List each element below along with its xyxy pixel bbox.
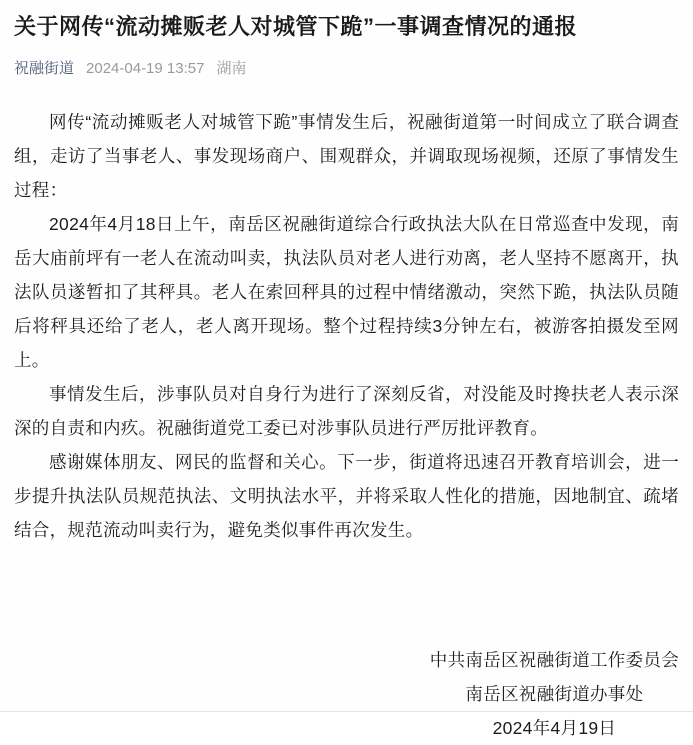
signature-office: 南岳区祝融街道办事处 [465,684,644,704]
paragraph-measures: 感谢媒体朋友、网民的监督和关心。下一步，街道将迅速召开教育培训会，进一步提升执法队员规范执法、文明执法水平，并将采取人性化的措施，因地制宜、疏堵结合，规范流动叫卖行为，避免类似事件再次发生。 [14,452,679,540]
paragraph-intro: 网传“流动摊贩老人对城管下跪”事情发生后，祝融街道第一时间成立了联合调查组，走访了当事老人、事发现场商户、围观群众，并调取现场视频，还原了事情发生过程： [14,112,679,200]
signature-block [430,643,679,745]
signature-committee: 中共南岳区祝融街道工作委员会 [429,650,679,670]
article-body [14,105,679,547]
paragraph-apology: 事情发生后，涉事队员对自身行为进行了深刻反省，对没能及时搀扶老人表示深深的自责和内疚。祝融街道党工委已对涉事队员进行严厉批评教育。 [14,384,679,438]
byline [14,59,679,79]
publish-location: 湖南 [216,60,247,77]
paragraph-incident: 2024年4月18日上午，南岳区祝融街道综合行政执法大队在日常巡查中发现，南岳大庙前坪有一老人在流动叫卖，执法队员对老人进行劝离，老人坚持不愿离开，执法队员遂暂扣了其秤具。老人在索回秤具的过程中情绪激动，突然下跪，执法队员随后将秤具还给了老人，老人离开现场。整个过程持续3分钟左右，被游客拍摄发至网上。 [14,214,679,370]
source-account-link[interactable]: 祝融街道 [14,60,75,77]
signature-date: 2024年4月19日 [492,718,617,738]
publish-timestamp: 2024-04-19 13:57 [86,60,205,77]
article-title: 关于网传“流动摊贩老人对城管下跪”一事调查情况的通报 [14,14,578,39]
